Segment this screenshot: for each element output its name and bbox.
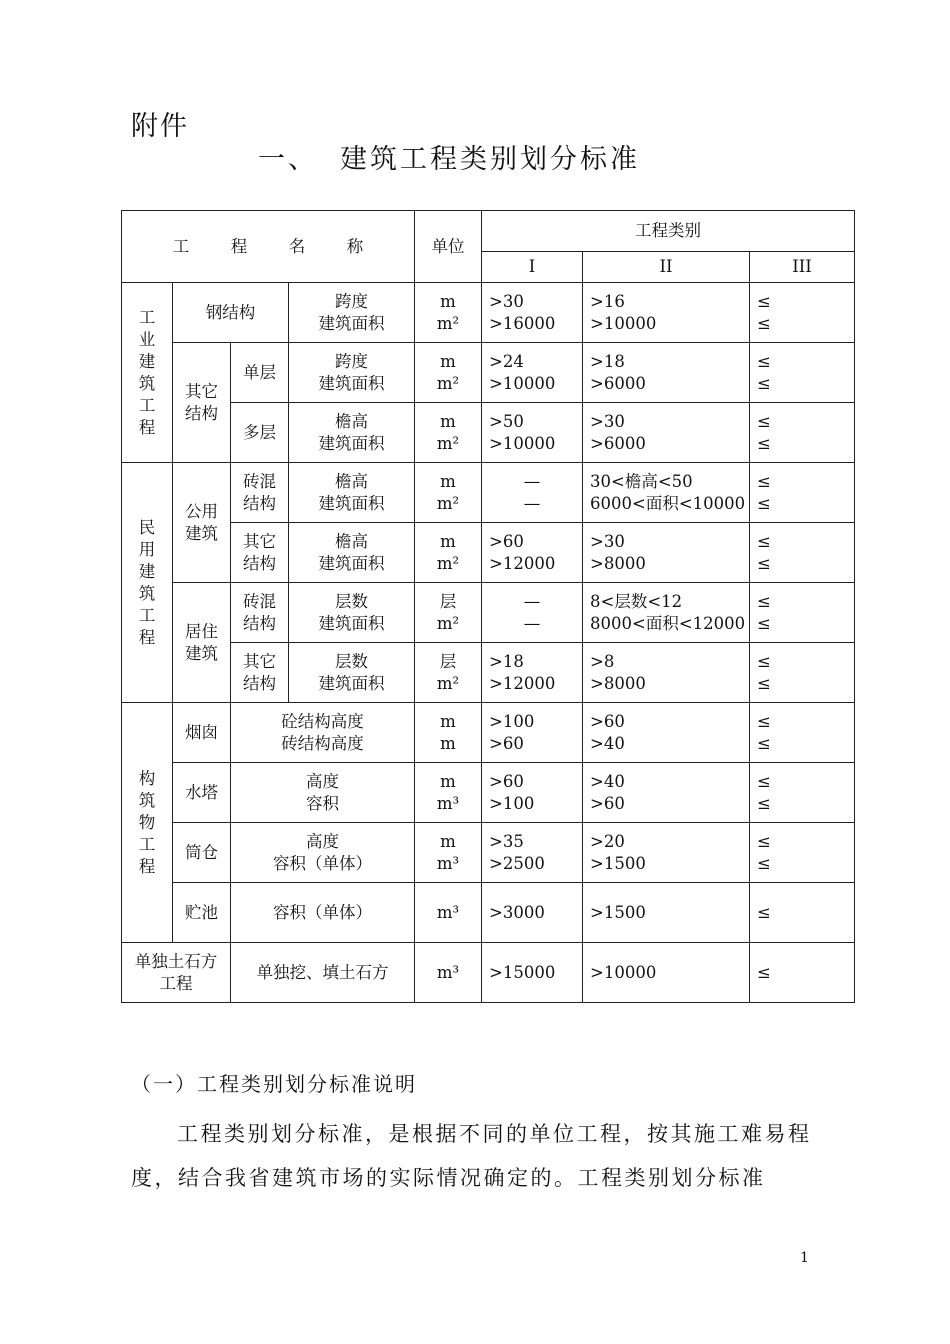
sub-cell: 钢结构	[173, 283, 289, 343]
grade1-cell: >24 >10000	[482, 343, 583, 403]
classification-table	[121, 210, 855, 1003]
header-grade-1: I	[482, 252, 583, 283]
sub-cell: 其它结构	[173, 343, 231, 463]
grade2-cell: 8<层数<12 8000<面积<12000	[583, 583, 750, 643]
detail-cell: 砖混结构	[231, 463, 289, 523]
sub-cell: 贮池	[173, 883, 231, 943]
unit-cell: m m²	[415, 283, 482, 343]
item-cell: 檐高 建筑面积	[289, 403, 415, 463]
grade2-cell: 30<檐高<50 6000<面积<10000	[583, 463, 750, 523]
table-row	[122, 583, 855, 643]
grade3-cell: ≤ ≤	[750, 583, 855, 643]
unit-cell: m³	[415, 883, 482, 943]
grade3-cell: ≤ ≤	[750, 763, 855, 823]
document-title	[258, 137, 640, 176]
sub-cell: 水塔	[173, 763, 231, 823]
grade1-cell: >15000	[482, 943, 583, 1003]
unit-cell: m m²	[415, 343, 482, 403]
title-text: 建筑工程类别划分标准	[340, 144, 640, 175]
grade2-cell: >40 >60	[583, 763, 750, 823]
sub-cell: 居住建筑	[173, 583, 231, 703]
section-heading: （一）工程类别划分标准说明	[131, 1072, 417, 1096]
detail-cell: 单层	[231, 343, 289, 403]
header-row	[122, 211, 855, 252]
unit-cell: m m³	[415, 763, 482, 823]
unit-cell: 层 m²	[415, 583, 482, 643]
sub-cell: 公用建筑	[173, 463, 231, 583]
grade1-cell: >18 >12000	[482, 643, 583, 703]
sub-cell: 筒仓	[173, 823, 231, 883]
grade1-cell: — —	[482, 463, 583, 523]
grade2-cell: >30 >8000	[583, 523, 750, 583]
item-cell: 层数 建筑面积	[289, 583, 415, 643]
title-number: 一、	[258, 144, 318, 175]
grade2-cell: >1500	[583, 883, 750, 943]
grade3-cell: ≤ ≤	[750, 523, 855, 583]
table-row	[122, 283, 855, 343]
item-cell: 檐高 建筑面积	[289, 523, 415, 583]
header-category: 工程类别	[482, 211, 855, 252]
page-number: 1	[800, 1250, 809, 1266]
group-cell: 单独土石方工程	[122, 943, 231, 1003]
unit-cell: m m	[415, 703, 482, 763]
sub-cell: 烟囱	[173, 703, 231, 763]
group-cell: 民 用 建 筑 工 程	[122, 463, 173, 703]
item-cell: 高度 容积（单体）	[231, 823, 415, 883]
grade3-cell: ≤	[750, 943, 855, 1003]
table-row	[122, 343, 855, 403]
group-cell: 工 业 建 筑 工 程	[122, 283, 173, 463]
unit-cell: m m²	[415, 523, 482, 583]
grade1-cell: >100 >60	[482, 703, 583, 763]
table-row	[122, 643, 855, 703]
unit-cell: m³	[415, 943, 482, 1003]
detail-cell: 砖混结构	[231, 583, 289, 643]
grade1-cell: >30 >16000	[482, 283, 583, 343]
header-unit: 单位	[415, 211, 482, 283]
unit-cell: 层 m²	[415, 643, 482, 703]
section-paragraph: 工程类别划分标准，是根据不同的单位工程，按其施工难易程度，结合我省建筑市场的实际情况确定的。工程类别划分标准	[131, 1122, 812, 1190]
group-cell: 构 筑 物 工 程	[122, 703, 173, 943]
table-row	[122, 943, 855, 1003]
grade3-cell: ≤ ≤	[750, 403, 855, 463]
item-cell: 层数 建筑面积	[289, 643, 415, 703]
grade1-cell: >60 >12000	[482, 523, 583, 583]
grade1-cell: >3000	[482, 883, 583, 943]
grade3-cell: ≤	[750, 883, 855, 943]
grade2-cell: >10000	[583, 943, 750, 1003]
table-row	[122, 763, 855, 823]
table-row	[122, 883, 855, 943]
grade3-cell: ≤ ≤	[750, 463, 855, 523]
table-row	[122, 523, 855, 583]
detail-cell: 多层	[231, 403, 289, 463]
grade2-cell: >30 >6000	[583, 403, 750, 463]
item-cell: 容积（单体）	[231, 883, 415, 943]
table-row	[122, 703, 855, 763]
detail-cell: 其它结构	[231, 643, 289, 703]
header-grade-2: II	[583, 252, 750, 283]
grade3-cell: ≤ ≤	[750, 283, 855, 343]
header-grade-3: III	[750, 252, 855, 283]
table-row	[122, 463, 855, 523]
grade2-cell: >8 >8000	[583, 643, 750, 703]
grade2-cell: >18 >6000	[583, 343, 750, 403]
item-cell: 砼结构高度 砖结构高度	[231, 703, 415, 763]
grade3-cell: ≤ ≤	[750, 703, 855, 763]
grade3-cell: ≤ ≤	[750, 643, 855, 703]
detail-cell: 其它结构	[231, 523, 289, 583]
attachment-label: 附件	[131, 111, 189, 142]
header-project-name: 工 程 名 称	[122, 211, 415, 283]
grade1-cell: — —	[482, 583, 583, 643]
grade3-cell: ≤ ≤	[750, 823, 855, 883]
grade2-cell: >60 >40	[583, 703, 750, 763]
unit-cell: m m³	[415, 823, 482, 883]
grade3-cell: ≤ ≤	[750, 343, 855, 403]
grade1-cell: >50 >10000	[482, 403, 583, 463]
item-cell: 单独挖、填土石方	[231, 943, 415, 1003]
table-row	[122, 403, 855, 463]
unit-cell: m m²	[415, 463, 482, 523]
item-cell: 跨度 建筑面积	[289, 283, 415, 343]
grade2-cell: >16 >10000	[583, 283, 750, 343]
item-cell: 跨度 建筑面积	[289, 343, 415, 403]
grade2-cell: >20 >1500	[583, 823, 750, 883]
grade1-cell: >60 >100	[482, 763, 583, 823]
table-row	[122, 823, 855, 883]
unit-cell: m m²	[415, 403, 482, 463]
item-cell: 高度 容积	[231, 763, 415, 823]
grade1-cell: >35 >2500	[482, 823, 583, 883]
item-cell: 檐高 建筑面积	[289, 463, 415, 523]
